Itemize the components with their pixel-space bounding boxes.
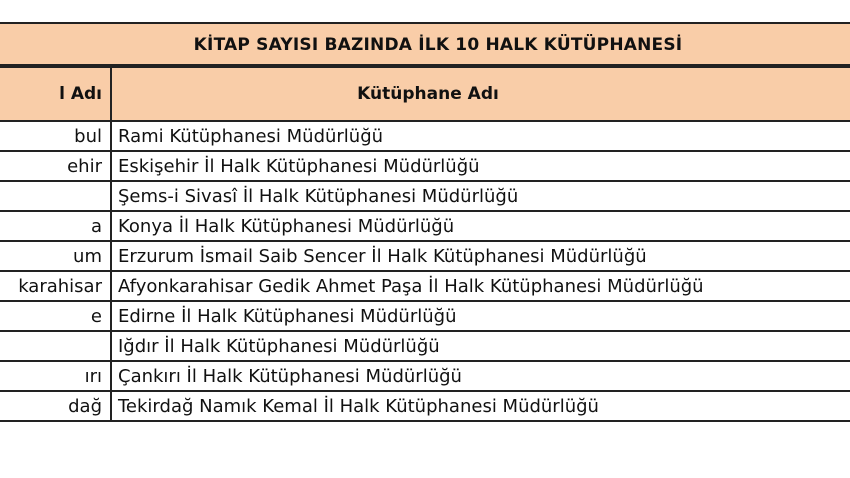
city-cell: bul [0,121,111,151]
table-row [0,181,850,211]
library-name-cell: Tekirdağ Namık Kemal İl Halk Kütüphanesi Müdürlüğü [111,391,850,421]
header-row [0,67,850,121]
column-header-city: l Adı [0,67,111,121]
library-table [0,66,850,422]
library-name-cell: Iğdır İl Halk Kütüphanesi Müdürlüğü [111,331,850,361]
city-cell: ehir [0,151,111,181]
library-name-cell: Rami Kütüphanesi Müdürlüğü [111,121,850,151]
library-name-cell: Afyonkarahisar Gedik Ahmet Paşa İl Halk Kütüphanesi Müdürlüğü [111,271,850,301]
title-row [0,22,850,66]
city-cell: karahisar [0,271,111,301]
table-row [0,151,850,181]
table-title: KİTAP SAYISI BAZINDA İLK 10 HALK KÜTÜPHANESİ [193,35,683,55]
table-row [0,331,850,361]
city-cell: dağ [0,391,111,421]
city-cell: e [0,301,111,331]
city-cell: um [0,241,111,271]
city-cell: a [0,211,111,241]
library-name-cell: Erzurum İsmail Saib Sencer İl Halk Kütüphanesi Müdürlüğü [111,241,850,271]
city-cell [0,331,111,361]
column-header-library: Kütüphane Adı [111,67,850,121]
table-row [0,121,850,151]
library-name-cell: Konya İl Halk Kütüphanesi Müdürlüğü [111,211,850,241]
table-row [0,241,850,271]
table-row [0,301,850,331]
library-name-cell: Çankırı İl Halk Kütüphanesi Müdürlüğü [111,361,850,391]
table-row [0,391,850,421]
table-row [0,211,850,241]
city-cell [0,181,111,211]
library-name-cell: Eskişehir İl Halk Kütüphanesi Müdürlüğü [111,151,850,181]
table-row [0,361,850,391]
library-name-cell: Şems-i Sivasî İl Halk Kütüphanesi Müdürlüğü [111,181,850,211]
table-row [0,271,850,301]
library-name-cell: Edirne İl Halk Kütüphanesi Müdürlüğü [111,301,850,331]
city-cell: ırı [0,361,111,391]
